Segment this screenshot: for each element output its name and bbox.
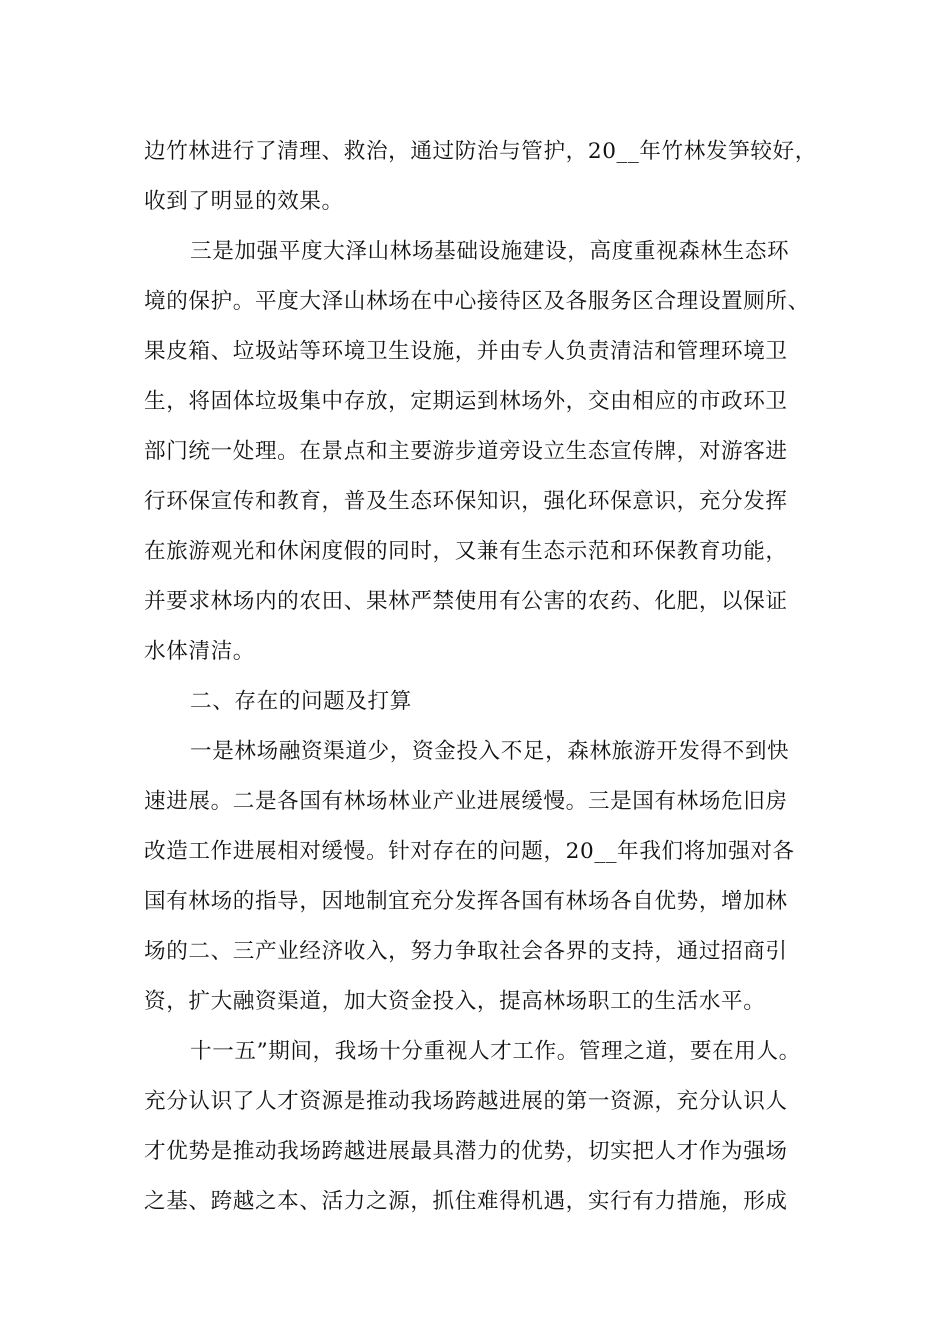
paragraph-start-line: 一是林场融资渠道少，资金投入不足，森林旅游开发得不到快 [190,739,790,764]
section-heading: 二、存在的问题及打算 [190,689,412,714]
text-line: 边竹林进行了清理、救治，通过防治与管护，20__年竹林发笋较好， [144,139,817,164]
text-line: 资，扩大融资渠道，加大资金投入，提高林场职工的生活水平。 [144,989,766,1014]
text-line: 果皮箱、垃圾站等环境卫生设施，并由专人负责清洁和管理环境卫 [144,339,788,364]
text-line: 水体清洁。 [144,639,255,664]
text-line: 之基、跨越之本、活力之源，抓住难得机遇，实行有力措施，形成 [144,1189,788,1214]
text-line: 才优势是推动我场跨越进展最具潜力的优势，切实把人才作为强场 [144,1139,788,1164]
text-line: 行环保宣传和教育，普及生态环保知识，强化环保意识，充分发挥 [144,489,788,514]
text-line: 在旅游观光和休闲度假的同时，又兼有生态示范和环保教育功能， [144,539,788,564]
text-line: 并要求林场内的农田、果林严禁使用有公害的农药、化肥，以保证 [144,589,788,614]
text-line: 国有林场的指导，因地制宜充分发挥各国有林场各自优势，增加林 [144,889,788,914]
paragraph-start-line: 三是加强平度大泽山林场基础设施建设，高度重视森林生态环 [190,239,790,264]
paragraph-start-line: 十一五”期间，我场十分重视人才工作。管理之道，要在用人。 [190,1039,801,1064]
text-line: 速进展。二是各国有林场林业产业进展缓慢。三是国有林场危旧房 [144,789,788,814]
text-line: 充分认识了人才资源是推动我场跨越进展的第一资源，充分认识人 [144,1089,788,1114]
text-line: 收到了明显的效果。 [144,189,344,214]
text-line: 场的二、三产业经济收入，努力争取社会各界的支持，通过招商引 [144,939,788,964]
text-line: 改造工作进展相对缓慢。针对存在的问题，20__年我们将加强对各 [144,839,795,864]
text-line: 境的保护。平度大泽山林场在中心接待区及各服务区合理设置厕所、 [144,289,810,314]
text-line: 生，将固体垃圾集中存放，定期运到林场外，交由相应的市政环卫 [144,389,788,414]
text-line: 部门统一处理。在景点和主要游步道旁设立生态宣传牌，对游客进 [144,439,788,464]
